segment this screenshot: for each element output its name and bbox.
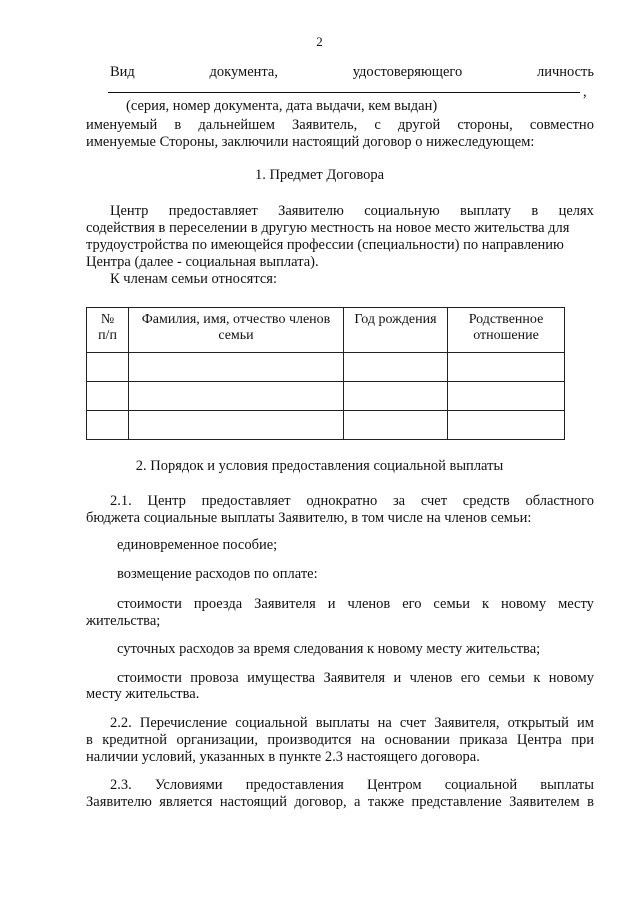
word: 2.3.	[110, 777, 132, 793]
clause-2-3-line-2	[86, 794, 594, 811]
word: Заявителю	[278, 203, 344, 219]
word: Заявитель,	[292, 117, 358, 133]
clause-2-2-line-1	[110, 715, 594, 732]
page-number: 2	[316, 34, 323, 49]
word: кредитной	[102, 732, 168, 748]
word: стоимости	[117, 596, 182, 612]
word: членов	[347, 596, 391, 612]
header-text: Год рождения	[354, 312, 437, 327]
table-cell	[129, 382, 344, 411]
word: семьи	[433, 596, 471, 612]
header-text: Фамилия, имя, отчество членов	[141, 312, 331, 327]
word: также	[367, 794, 405, 810]
table-cell	[129, 353, 344, 382]
word: целях	[558, 203, 594, 219]
word: 2.2.	[110, 715, 132, 731]
id-document-line	[110, 64, 594, 81]
word: Вид	[110, 64, 135, 80]
table-cell	[344, 411, 448, 440]
line-comma: ,	[583, 84, 587, 100]
item-daily: суточных расходов за время следования к новому месту жительства;	[117, 641, 541, 657]
section-1-para-line-3: трудоустройства по имеющейся профессии (специальности) по направлению	[86, 237, 564, 253]
word: приказа	[459, 732, 508, 748]
intro-line-4: именуемые Стороны, заключили настоящий договор о нижеследующем:	[86, 134, 535, 150]
table-cell	[87, 353, 129, 382]
word: предоставляет	[201, 493, 291, 509]
word: другой	[397, 117, 441, 133]
fill-in-line	[108, 92, 580, 93]
table-cell	[344, 382, 448, 411]
word: личность	[536, 64, 594, 80]
word: на	[360, 732, 376, 748]
header-number	[87, 308, 129, 353]
word: основании	[384, 732, 450, 748]
word: дальнейшем	[198, 117, 275, 133]
word: выплаты	[540, 777, 594, 793]
word: Перечисление	[139, 715, 228, 731]
word: за	[392, 493, 406, 509]
header-text: отношение	[473, 328, 539, 344]
word: Заявителя	[254, 596, 316, 612]
item-property-line-2: месту жительства.	[86, 686, 200, 702]
word: его	[460, 670, 481, 686]
word: средств	[462, 493, 510, 509]
item-travel-line-2: жительства;	[86, 613, 161, 629]
word: Заявителя,	[434, 715, 500, 731]
word: выплату	[460, 203, 512, 219]
header-full-name	[129, 308, 344, 353]
word: имущества	[247, 670, 316, 686]
word: с	[374, 117, 381, 133]
word: членов	[409, 670, 453, 686]
word: Заявителю	[86, 794, 152, 810]
header-text: Родственное	[468, 312, 544, 327]
word: производится	[267, 732, 352, 748]
word: документа,	[209, 64, 278, 80]
word: предоставляет	[168, 203, 258, 219]
clause-2-3-line-1	[110, 777, 594, 794]
header-text: семьи	[218, 328, 254, 344]
word: счет	[420, 493, 448, 509]
intro-line-3	[86, 117, 594, 134]
word: удостоверяющего	[352, 64, 463, 80]
word: и	[327, 596, 336, 612]
word: Центр	[147, 493, 186, 509]
word: Центром	[367, 777, 422, 793]
word: Центр	[110, 203, 149, 219]
item-property-line-1	[117, 670, 594, 687]
word: семьи	[488, 670, 526, 686]
word: 2.1.	[110, 493, 132, 509]
word: к	[533, 670, 541, 686]
word: представление	[411, 794, 502, 810]
word: к	[481, 596, 490, 612]
section-1-para-line-4: Центра (далее - социальная выплата).	[86, 254, 319, 270]
table-row	[87, 411, 565, 440]
word: стоимости	[117, 670, 182, 686]
section-2-title: 2. Порядок и условия предоставления социальной выплаты	[135, 458, 504, 474]
fill-in-hint: (серия, номер документа, дата выдачи, кем выдан)	[126, 98, 438, 114]
table-cell	[129, 411, 344, 440]
item-travel-line-1	[117, 596, 594, 613]
word: Заявителем	[509, 794, 580, 810]
word: совместно	[529, 117, 594, 133]
table-cell	[87, 411, 129, 440]
word: в	[86, 732, 93, 748]
word: новому	[548, 670, 594, 686]
table-row	[87, 353, 565, 382]
word: его	[402, 596, 422, 612]
word: счет	[399, 715, 427, 731]
word: настоящий	[219, 794, 287, 810]
header-text: №	[100, 312, 115, 327]
table-cell	[448, 353, 565, 382]
clause-2-1-line-1	[110, 493, 594, 510]
word: социальной	[444, 777, 518, 793]
word: социальную	[364, 203, 440, 219]
word: предоставления	[245, 777, 344, 793]
word: социальной	[235, 715, 308, 731]
header-relationship	[448, 308, 565, 353]
word: провоза	[190, 670, 239, 686]
word: в	[174, 117, 182, 133]
word: Заявителя	[323, 670, 386, 686]
word: месту	[558, 596, 594, 612]
family-members-table	[86, 307, 565, 440]
clause-2-1-line-2: бюджета социальные выплаты Заявителю, в том числе на членов семьи:	[86, 510, 532, 526]
word: и	[393, 670, 402, 686]
word: в	[587, 794, 594, 810]
word: при	[571, 732, 594, 748]
word: стороны,	[457, 117, 513, 133]
word: на	[377, 715, 392, 731]
table-cell	[448, 382, 565, 411]
word: новому	[500, 596, 547, 612]
item-lumpsum: единовременное пособие;	[117, 537, 278, 553]
section-1-para-line-1	[110, 203, 594, 220]
word: Центра	[516, 732, 562, 748]
word: договор,	[294, 794, 347, 810]
table-header-row	[87, 308, 565, 353]
word: им	[576, 715, 594, 731]
item-reimbursement: возмещение расходов по оплате:	[117, 566, 318, 582]
word: именуемый	[86, 117, 158, 133]
table-cell	[87, 382, 129, 411]
word: выплаты	[315, 715, 370, 731]
table-row	[87, 382, 565, 411]
clause-2-2-line-2	[86, 732, 594, 749]
table-cell	[448, 411, 565, 440]
word: является	[159, 794, 213, 810]
header-birth-year	[344, 308, 448, 353]
word: областного	[525, 493, 594, 509]
word: однократно	[306, 493, 378, 509]
word: в	[531, 203, 539, 219]
clause-2-2-line-3: наличии условий, указанных в пункте 2.3 настоящего договора.	[86, 749, 480, 765]
word: открытый	[507, 715, 569, 731]
section-1-para-line-2: содействия в переселении в другую местность на новое место жительства для	[86, 220, 570, 236]
family-intro: К членам семьи относятся:	[110, 271, 277, 287]
word: Условиями	[154, 777, 223, 793]
word: организации,	[176, 732, 258, 748]
header-text: п/п	[98, 328, 117, 344]
table-cell	[344, 353, 448, 382]
word: а	[354, 794, 361, 810]
section-1-title: 1. Предмет Договора	[254, 167, 385, 183]
word: проезда	[193, 596, 243, 612]
